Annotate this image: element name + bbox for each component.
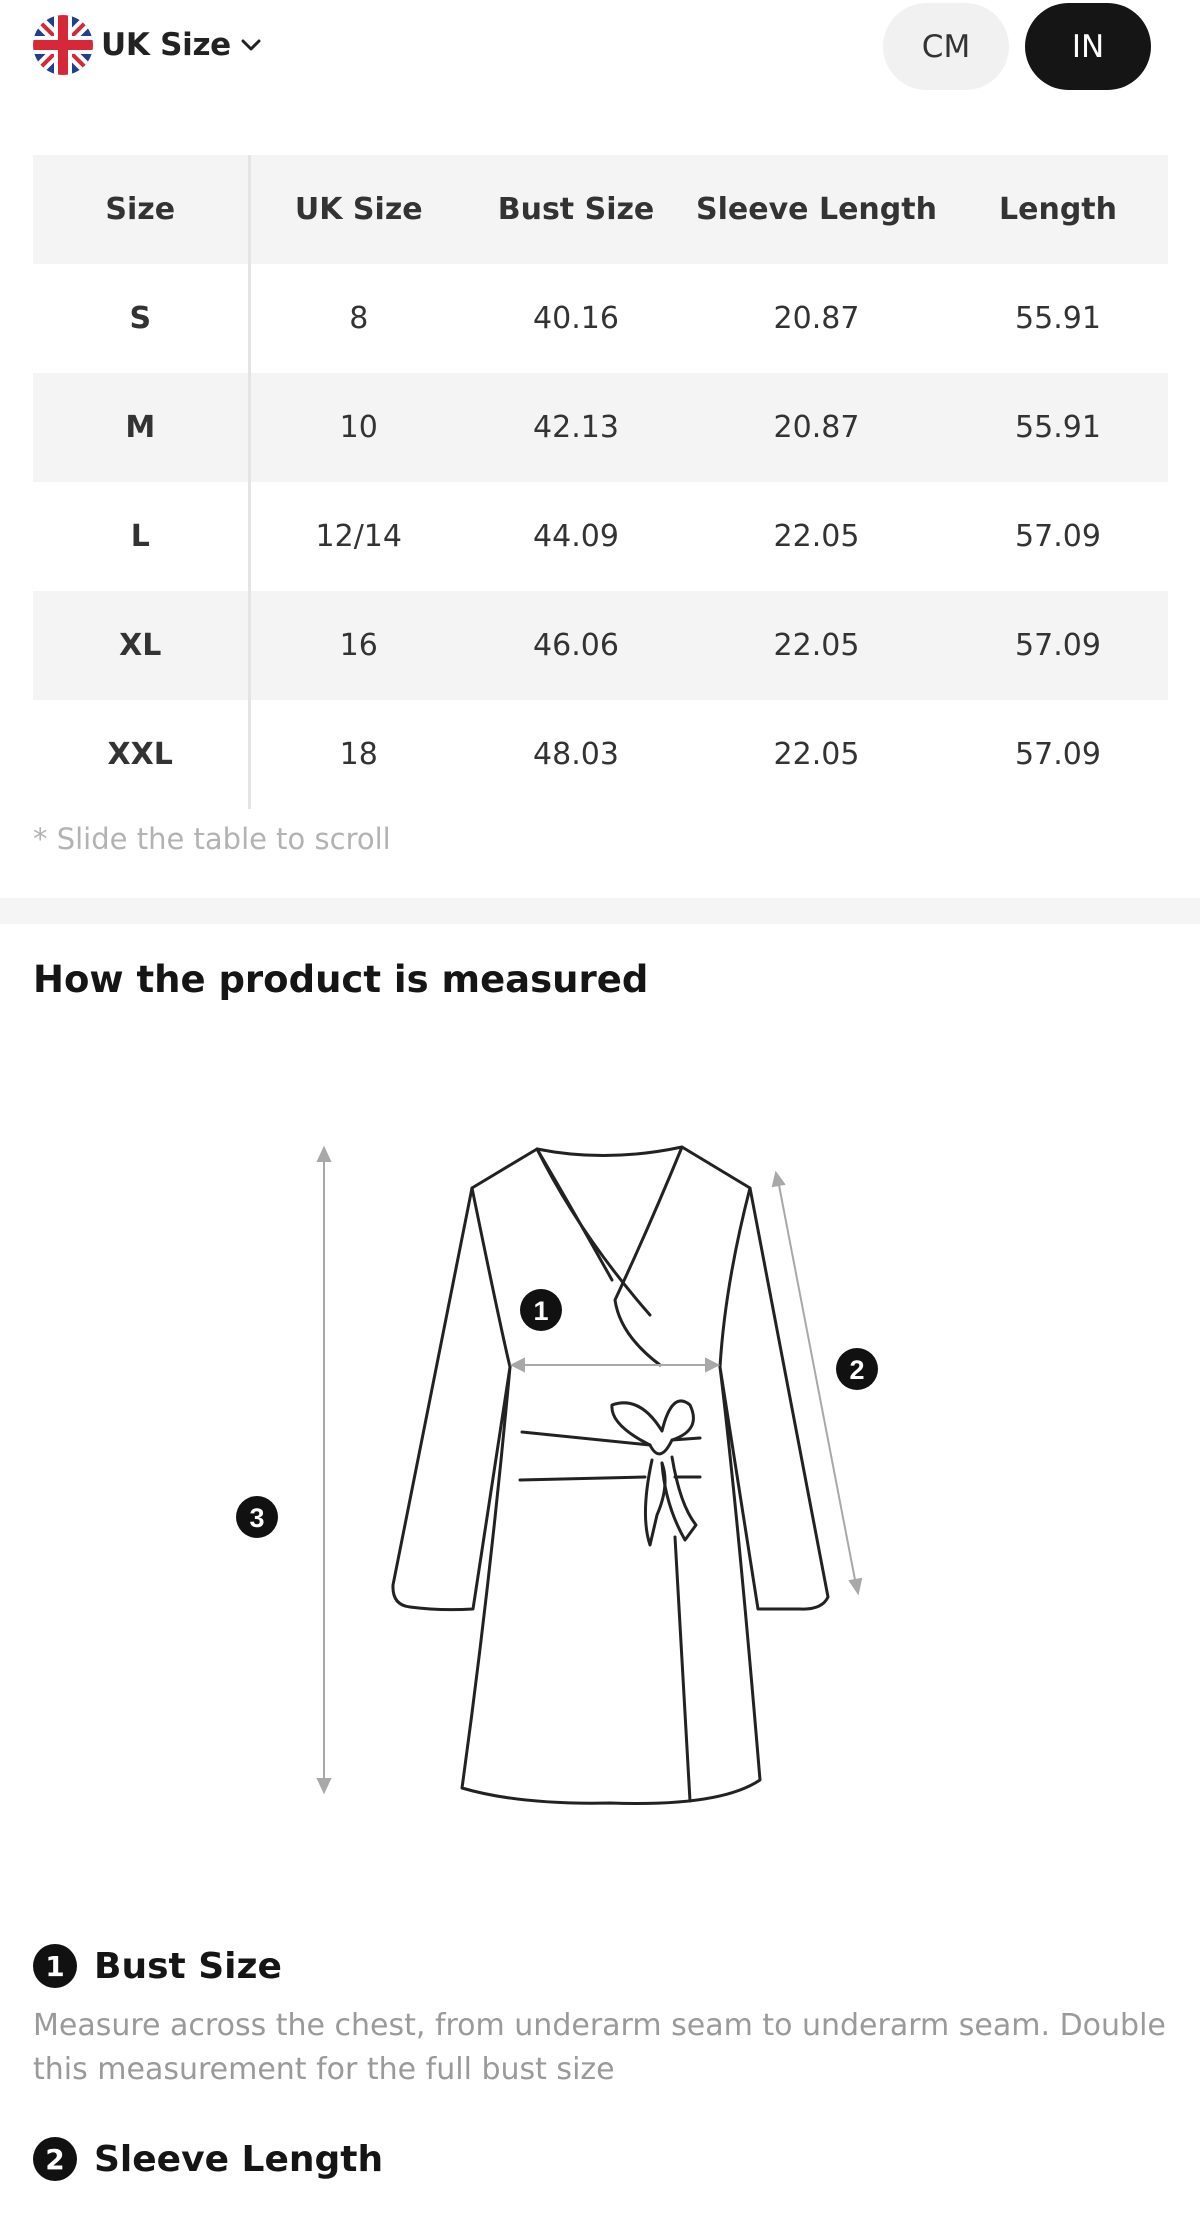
measure-item-sleeve xyxy=(33,2137,383,2181)
section-divider xyxy=(0,898,1200,924)
diagram-marker-1 xyxy=(520,1289,562,1331)
table-row xyxy=(33,264,1168,373)
column-header: Bust Size xyxy=(497,192,655,227)
table-cell: 57.09 xyxy=(1015,737,1101,772)
table-cell: L xyxy=(33,482,249,591)
size-table-container[interactable] xyxy=(33,155,1168,809)
svg-text:2: 2 xyxy=(849,1355,865,1385)
table-cell: 22.05 xyxy=(773,628,860,663)
column-header: Sleeve Length xyxy=(696,192,937,227)
table-cell: 8 xyxy=(349,301,369,336)
chevron-down-icon xyxy=(239,33,263,57)
region-size-selector[interactable] xyxy=(33,14,263,76)
table-cell: 16 xyxy=(339,628,378,663)
table-cell: S xyxy=(33,264,249,373)
column-header: UK Size xyxy=(294,192,423,227)
table-cell: 18 xyxy=(339,737,378,772)
number-badge: 2 xyxy=(33,2137,77,2181)
measure-section-title: How the product is measured xyxy=(33,958,649,1001)
unit-in-button[interactable]: IN xyxy=(1025,3,1151,90)
table-cell: 10 xyxy=(339,410,378,445)
size-header xyxy=(0,0,1200,95)
column-header: Length xyxy=(999,192,1117,227)
table-cell: 57.09 xyxy=(1015,519,1101,554)
measure-title: Sleeve Length xyxy=(94,2138,384,2180)
table-cell: 22.05 xyxy=(773,737,860,772)
table-row xyxy=(33,482,1168,591)
size-table xyxy=(33,155,1170,809)
svg-text:1: 1 xyxy=(533,1296,549,1326)
table-cell: 40.16 xyxy=(533,301,619,336)
table-cell: XXL xyxy=(33,700,249,809)
table-cell: 55.91 xyxy=(1015,301,1101,336)
table-cell: 20.87 xyxy=(773,301,860,336)
measure-title: Bust Size xyxy=(94,1945,282,1987)
region-size-label: UK Size xyxy=(101,27,231,63)
column-header: Size xyxy=(33,155,249,264)
table-cell: 44.09 xyxy=(533,519,619,554)
robe-outline xyxy=(393,1147,828,1804)
table-cell: 12/14 xyxy=(315,519,402,554)
table-row xyxy=(33,591,1168,700)
unit-cm-button[interactable]: CM xyxy=(883,3,1009,90)
table-cell: 55.91 xyxy=(1015,410,1101,445)
table-row xyxy=(33,700,1168,809)
scroll-hint: * Slide the table to scroll xyxy=(33,822,391,856)
table-cell: 20.87 xyxy=(773,410,860,445)
table-cell: 46.06 xyxy=(533,628,619,663)
uk-flag-icon xyxy=(33,15,93,75)
svg-text:3: 3 xyxy=(249,1503,265,1533)
table-cell: M xyxy=(33,373,249,482)
table-cell: 22.05 xyxy=(773,519,860,554)
measure-description: Measure across the chest, from underarm seam to underarm seam. Double this measurement for the full bust size xyxy=(33,2008,1166,2087)
table-row xyxy=(33,373,1168,482)
number-badge: 1 xyxy=(33,1944,77,1988)
robe-measurement-diagram xyxy=(0,1085,1200,1835)
table-cell: 42.13 xyxy=(533,410,619,445)
diagram-marker-3 xyxy=(236,1496,278,1538)
measure-item-bust xyxy=(33,1944,1173,2092)
table-header-row xyxy=(33,155,1168,264)
table-cell: 57.09 xyxy=(1015,628,1101,663)
table-cell: 48.03 xyxy=(533,737,619,772)
diagram-marker-2 xyxy=(836,1348,878,1390)
table-cell: XL xyxy=(33,591,249,700)
